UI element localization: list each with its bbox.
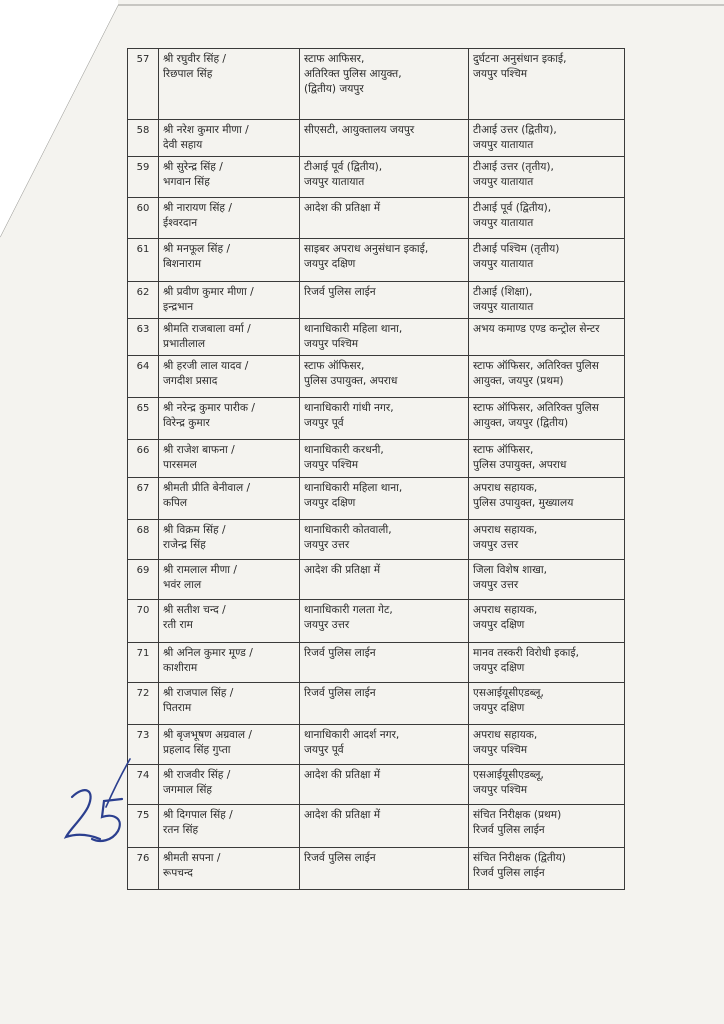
new-posting-cell-line: जयपुर दक्षिण [473, 619, 525, 631]
serial-number-cell-line: 76 [136, 853, 150, 864]
serial-number-cell [128, 239, 159, 282]
current-posting-cell-line: आदेश की प्रतिक्षा में [304, 809, 381, 821]
current-posting-cell-line: जयपुर पूर्व [304, 744, 344, 756]
current-posting-cell-line: थानाधिकारी कोतवाली, [304, 524, 392, 536]
current-posting-cell-line: सीएसटी, आयुक्तालय जयपुर [304, 124, 415, 136]
serial-number-cell-line: 65 [136, 403, 150, 414]
new-posting-cell-line: पुलिस उपायुक्त, मुख्यालय [473, 497, 574, 509]
current-posting-cell-line: रिजर्व पुलिस लाईन [304, 286, 376, 298]
officer-name-cell-line: राजेन्द्र सिंह [163, 539, 206, 551]
current-posting-cell-line: जयपुर पश्चिम [304, 338, 359, 350]
current-posting-cell-line: थानाधिकारी महिला थाना, [304, 482, 403, 494]
current-posting-cell-line: आदेश की प्रतिक्षा में [304, 202, 381, 214]
serial-number-cell [128, 282, 159, 319]
officer-name-cell-line: भगवान सिंह [163, 176, 210, 188]
new-posting-cell-line: जयपुर पश्चिम [473, 68, 528, 80]
new-posting-cell-line: स्टाफ ऑफिसर, [473, 444, 534, 456]
new-posting-cell-line: जयपुर पश्चिम [473, 784, 528, 796]
new-posting-cell-line: जयपुर दक्षिण [473, 702, 525, 714]
table-row [128, 49, 625, 120]
new-posting-cell [469, 157, 625, 198]
new-posting-cell [469, 282, 625, 319]
current-posting-cell-line: जयपुर दक्षिण [304, 258, 356, 270]
new-posting-cell-line: टीआई पश्चिम (तृतीय) [473, 243, 560, 255]
officer-name-cell [159, 765, 300, 805]
current-posting-cell-line: जयपुर यातायात [304, 176, 365, 188]
officer-name-cell-line: पितराम [163, 702, 192, 714]
new-posting-cell [469, 520, 625, 560]
serial-number-cell [128, 157, 159, 198]
current-posting-cell-line: थानाधिकारी करधनी, [304, 444, 384, 456]
officer-name-cell-line: श्रीमती प्रीति बेनीवाल / [163, 482, 251, 494]
officer-name-cell [159, 600, 300, 643]
current-posting-cell-line: रिजर्व पुलिस लाईन [304, 687, 376, 699]
current-posting-cell-line: स्टाफ ऑफिसर, [304, 360, 365, 372]
table-row [128, 848, 625, 890]
current-posting-cell-line: जयपुर उत्तर [304, 619, 350, 631]
new-posting-cell [469, 198, 625, 239]
table-row [128, 805, 625, 848]
serial-number-cell [128, 198, 159, 239]
serial-number-cell-line: 75 [136, 810, 150, 821]
current-posting-cell-line: थानाधिकारी गलता गेट, [304, 604, 393, 616]
new-posting-cell [469, 356, 625, 398]
officer-name-cell-line: जगमाल सिंह [163, 784, 212, 796]
table-row [128, 319, 625, 356]
table-row [128, 683, 625, 725]
new-posting-cell-line: अपराध सहायक, [473, 604, 538, 616]
serial-number-cell-line: 73 [136, 730, 150, 741]
officer-name-cell [159, 120, 300, 157]
officer-name-cell [159, 198, 300, 239]
serial-number-cell-line: 72 [136, 688, 150, 699]
table-row [128, 478, 625, 520]
officer-name-cell-line: श्री दिगपाल सिंह / [163, 809, 233, 821]
serial-number-cell [128, 560, 159, 600]
current-posting-cell [300, 319, 469, 356]
officer-name-cell [159, 560, 300, 600]
new-posting-cell-line: टीआई उत्तर (तृतीय), [473, 161, 554, 173]
new-posting-cell-line: संचित निरीक्षक (द्वितीय) [473, 852, 566, 864]
current-posting-cell [300, 520, 469, 560]
officer-name-cell-line: श्री नरेश कुमार मीणा / [163, 124, 249, 136]
new-posting-cell-line: मानव तस्करी विरोधी इकाई, [473, 647, 579, 659]
officer-name-cell-line: श्री बृजभूषण अग्रवाल / [163, 729, 252, 741]
current-posting-cell-line: पुलिस उपायुक्त, अपराध [304, 375, 398, 387]
handwritten-page-number [52, 755, 142, 865]
serial-number-cell-line: 67 [136, 483, 150, 494]
serial-number-cell [128, 600, 159, 643]
table-row [128, 600, 625, 643]
current-posting-cell-line: साइबर अपराध अनुसंधान इकाई, [304, 243, 429, 255]
new-posting-cell-line: अभय कमाण्ड एण्ड कन्ट्रोल सेन्टर [473, 323, 600, 335]
table-row [128, 398, 625, 440]
new-posting-cell-line: स्टाफ ऑफिसर, अतिरिक्त पुलिस [473, 360, 599, 372]
new-posting-cell-line: जयपुर यातायात [473, 176, 534, 188]
new-posting-cell-line: रिजर्व पुलिस लाईन [473, 824, 545, 836]
serial-number-cell-line: 71 [136, 648, 150, 659]
officer-name-cell-line: कपिल [163, 497, 188, 509]
serial-number-cell-line: 57 [136, 54, 150, 65]
serial-number-cell-line: 58 [136, 125, 150, 136]
officer-name-cell-line: श्री रामलाल मीणा / [163, 564, 237, 576]
serial-number-cell-line: 62 [136, 287, 150, 298]
current-posting-cell-line: जयपुर पूर्व [304, 417, 344, 429]
officer-name-cell-line: प्रहलाद सिंह गुप्ता [163, 744, 231, 756]
current-posting-cell-line: आदेश की प्रतिक्षा में [304, 769, 381, 781]
current-posting-cell [300, 239, 469, 282]
new-posting-cell-line: अपराध सहायक, [473, 729, 538, 741]
serial-number-cell-line: 70 [136, 605, 150, 616]
new-posting-cell-line: जयपुर यातायात [473, 258, 534, 270]
officer-name-cell-line: श्री राजपाल सिंह / [163, 687, 234, 699]
table-row [128, 765, 625, 805]
new-posting-cell-line: टीआई (शिक्षा), [473, 286, 533, 298]
serial-number-cell-line: 63 [136, 324, 150, 335]
officer-name-cell [159, 848, 300, 890]
new-posting-cell-line: संचित निरीक्षक (प्रथम) [473, 809, 562, 821]
officer-name-cell [159, 157, 300, 198]
serial-number-cell [128, 356, 159, 398]
officer-name-cell-line: पारसमल [163, 459, 197, 471]
serial-number-cell-line: 61 [136, 244, 150, 255]
current-posting-cell [300, 600, 469, 643]
current-posting-cell-line: रिजर्व पुलिस लाईन [304, 647, 376, 659]
officer-name-cell-line: रती राम [163, 619, 193, 631]
serial-number-cell [128, 49, 159, 120]
current-posting-cell-line: जयपुर उत्तर [304, 539, 350, 551]
current-posting-cell [300, 683, 469, 725]
new-posting-cell [469, 848, 625, 890]
serial-number-cell-line: 69 [136, 565, 150, 576]
table-row [128, 560, 625, 600]
current-posting-cell [300, 398, 469, 440]
new-posting-cell-line: जयपुर यातायात [473, 217, 534, 229]
serial-number-cell [128, 520, 159, 560]
officer-name-cell-line: श्री सतीश चन्द / [163, 604, 226, 616]
serial-number-cell [128, 683, 159, 725]
officer-name-cell [159, 725, 300, 765]
new-posting-cell-line: जयपुर पश्चिम [473, 744, 528, 756]
new-posting-cell-line: पुलिस उपायुक्त, अपराध [473, 459, 567, 471]
serial-number-cell [128, 643, 159, 683]
new-posting-cell-line: अपराध सहायक, [473, 482, 538, 494]
current-posting-cell-line: (द्वितीय) जयपुर [304, 83, 364, 95]
new-posting-cell-line: जयपुर उत्तर [473, 539, 519, 551]
officer-name-cell-line: श्री हरजी लाल यादव / [163, 360, 249, 372]
current-posting-cell-line: अतिरिक्त पुलिस आयुक्त, [304, 68, 402, 80]
officer-name-cell [159, 49, 300, 120]
officer-name-cell [159, 520, 300, 560]
serial-number-cell-line: 59 [136, 162, 150, 173]
current-posting-cell [300, 765, 469, 805]
officer-name-cell [159, 643, 300, 683]
officer-name-cell [159, 683, 300, 725]
current-posting-cell [300, 198, 469, 239]
officer-name-cell-line: श्रीमति राजबाला वर्मा / [163, 323, 251, 335]
current-posting-cell-line: स्टाफ आफिसर, [304, 53, 365, 65]
new-posting-cell-line: जयपुर यातायात [473, 301, 534, 313]
current-posting-cell-line: रिजर्व पुलिस लाईन [304, 852, 376, 864]
new-posting-cell [469, 440, 625, 478]
officer-name-cell [159, 356, 300, 398]
officer-name-cell [159, 282, 300, 319]
new-posting-cell-line: आयुक्त, जयपुर (द्वितीय) [473, 417, 569, 429]
current-posting-cell-line: आदेश की प्रतिक्षा में [304, 564, 381, 576]
serial-number-cell [128, 440, 159, 478]
current-posting-cell [300, 478, 469, 520]
current-posting-cell [300, 49, 469, 120]
new-posting-cell-line: एसआईयूसीएडब्लू, [473, 769, 544, 781]
new-posting-cell-line: टीआई पूर्व (द्वितीय), [473, 202, 552, 214]
new-posting-cell-line: अपराध सहायक, [473, 524, 538, 536]
new-posting-cell [469, 560, 625, 600]
table-row [128, 239, 625, 282]
current-posting-cell [300, 725, 469, 765]
current-posting-cell-line: थानाधिकारी महिला थाना, [304, 323, 403, 335]
officer-name-cell [159, 319, 300, 356]
officer-name-cell [159, 478, 300, 520]
officer-name-cell-line: श्री मनफूल सिंह / [163, 243, 231, 255]
serial-number-cell-line: 74 [136, 770, 150, 781]
table-row [128, 643, 625, 683]
officer-name-cell-line: काशीराम [163, 662, 198, 674]
current-posting-cell-line: थानाधिकारी गांधी नगर, [304, 402, 394, 414]
officer-name-cell-line: जगदीश प्रसाद [163, 375, 218, 387]
table-row [128, 198, 625, 239]
table-row [128, 440, 625, 478]
officer-name-cell-line: श्री प्रवीण कुमार मीणा / [163, 286, 254, 298]
current-posting-cell [300, 440, 469, 478]
transfer-table [127, 48, 625, 890]
current-posting-cell-line: जयपुर दक्षिण [304, 497, 356, 509]
officer-name-cell [159, 398, 300, 440]
serial-number-cell-line: 64 [136, 361, 150, 372]
officer-name-cell-line: रतन सिंह [163, 824, 199, 836]
new-posting-cell-line: जयपुर उत्तर [473, 579, 519, 591]
new-posting-cell-line: दुर्घटना अनुसंधान इकाई, [473, 53, 567, 65]
officer-name-cell-line: श्री राजवीर सिंह / [163, 769, 231, 781]
current-posting-cell [300, 356, 469, 398]
officer-name-cell-line: इन्द्रभान [163, 301, 194, 313]
new-posting-cell-line: एसआईयूसीएडब्लू, [473, 687, 544, 699]
officer-name-cell-line: श्रीमती सपना / [163, 852, 221, 864]
table-row [128, 120, 625, 157]
officer-name-cell-line: रिछपाल सिंह [163, 68, 213, 80]
serial-number-cell-line: 60 [136, 203, 150, 214]
new-posting-cell [469, 49, 625, 120]
current-posting-cell-line: टीआई पूर्व (द्वितीय), [304, 161, 383, 173]
table-row [128, 725, 625, 765]
new-posting-cell [469, 643, 625, 683]
officer-name-cell-line: श्री नारायण सिंह / [163, 202, 232, 214]
officer-name-cell-line: श्री विक्रम सिंह / [163, 524, 226, 536]
officer-name-cell [159, 239, 300, 282]
new-posting-cell-line: जिला विशेष शाखा, [473, 564, 547, 576]
officer-name-cell-line: श्री रघुवीर सिंह / [163, 53, 227, 65]
serial-number-cell [128, 398, 159, 440]
officer-name-cell-line: श्री अनिल कुमार मूण्ड / [163, 647, 253, 659]
current-posting-cell [300, 282, 469, 319]
new-posting-cell-line: रिजर्व पुलिस लाईन [473, 867, 545, 879]
table-row [128, 356, 625, 398]
new-posting-cell-line: आयुक्त, जयपुर (प्रथम) [473, 375, 564, 387]
officer-name-cell-line: श्री नरेन्द्र कुमार पारीक / [163, 402, 255, 414]
new-posting-cell [469, 725, 625, 765]
new-posting-cell-line: टीआई उत्तर (द्वितीय), [473, 124, 557, 136]
serial-number-cell [128, 120, 159, 157]
officer-name-cell-line: ईश्वरदान [163, 217, 198, 229]
serial-number-cell-line: 68 [136, 525, 150, 536]
officer-name-cell-line: श्री राजेश बाफना / [163, 444, 235, 456]
new-posting-cell [469, 805, 625, 848]
table-row [128, 157, 625, 198]
officer-name-cell-line: श्री सुरेन्द्र सिंह / [163, 161, 223, 173]
table-row [128, 520, 625, 560]
officer-name-cell [159, 440, 300, 478]
officer-name-cell-line: भवंर लाल [163, 579, 202, 591]
new-posting-cell [469, 319, 625, 356]
new-posting-cell [469, 765, 625, 805]
officer-name-cell-line: बिशनाराम [163, 258, 202, 270]
new-posting-cell [469, 683, 625, 725]
current-posting-cell [300, 120, 469, 157]
current-posting-cell [300, 848, 469, 890]
officer-name-cell [159, 805, 300, 848]
current-posting-cell-line: थानाधिकारी आदर्श नगर, [304, 729, 400, 741]
serial-number-cell [128, 478, 159, 520]
new-posting-cell-line: जयपुर दक्षिण [473, 662, 525, 674]
table-row [128, 282, 625, 319]
current-posting-cell [300, 805, 469, 848]
officer-name-cell-line: रूपचन्द [163, 867, 193, 879]
current-posting-cell-line: जयपुर पश्चिम [304, 459, 359, 471]
new-posting-cell-line: जयपुर यातायात [473, 139, 534, 151]
new-posting-cell [469, 120, 625, 157]
current-posting-cell [300, 560, 469, 600]
current-posting-cell [300, 157, 469, 198]
serial-number-cell [128, 319, 159, 356]
officer-name-cell-line: देवी सहाय [163, 139, 203, 151]
new-posting-cell [469, 398, 625, 440]
officer-name-cell-line: प्रभातीलाल [163, 338, 206, 350]
new-posting-cell [469, 239, 625, 282]
new-posting-cell [469, 600, 625, 643]
officer-name-cell-line: विरेन्द्र कुमार [163, 417, 210, 429]
current-posting-cell [300, 643, 469, 683]
new-posting-cell [469, 478, 625, 520]
serial-number-cell-line: 66 [136, 445, 150, 456]
new-posting-cell-line: स्टाफ ऑफिसर, अतिरिक्त पुलिस [473, 402, 599, 414]
